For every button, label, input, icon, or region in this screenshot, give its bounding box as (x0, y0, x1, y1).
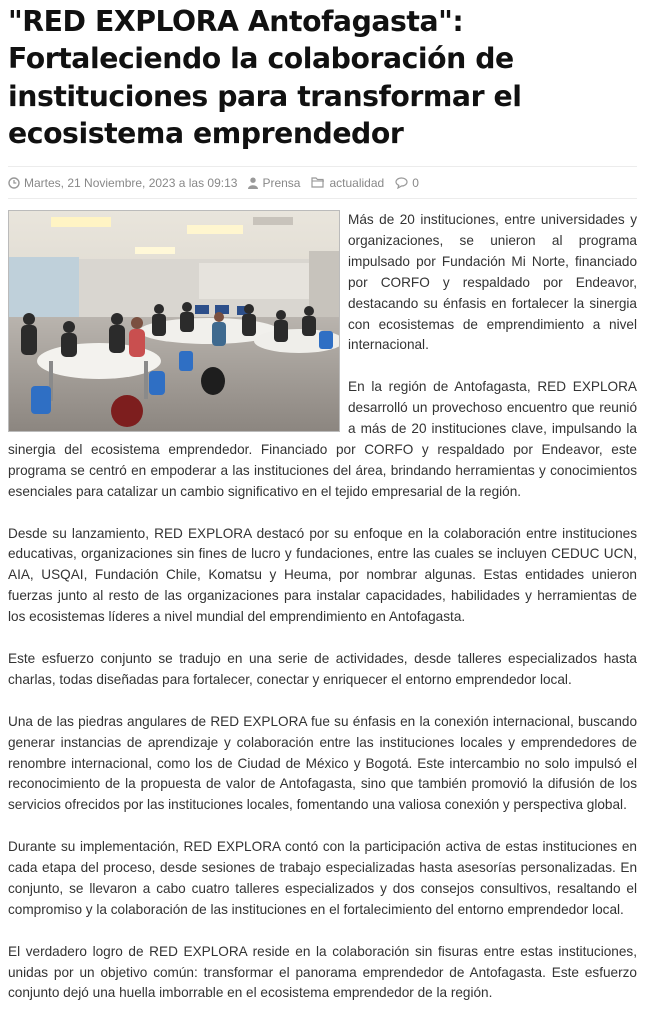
paragraph-5: Una de las piedras angulares de RED EXPLORA fue su énfasis en la conexión internacional, buscando generar instancias de aprendizaje y colaboración entre las instituciones locales y emprendedores de renombre internacional, como los de Ciudad de México y Bogotá. Este intercambio no solo impulsó el reconocimiento de la propuesta de valor de Antofagasta, sino que también promovió la difusión de los servicios ofrecidos por las instituciones locales, fomentando una valiosa conexión y perspectiva global. (8, 713, 637, 813)
article-image (8, 210, 340, 432)
clock-icon (8, 177, 20, 189)
post-author[interactable] (248, 176, 300, 190)
paragraph-1: Más de 20 instituciones, entre universidades y organizaciones, se unieron al programa impulsado por Fundación Mi Norte, financiado por CORFO y respaldado por Endeavor, destacando su énfasis en fortalecer la sinergia con ecosistemas de emprendimiento a nivel internacional. (348, 212, 637, 353)
post-category-link[interactable]: actualidad (329, 175, 385, 190)
article-header (8, 0, 637, 199)
comment-icon (395, 177, 408, 189)
paragraph-3: Desde su lanzamiento, RED EXPLORA destacó por su enfoque en la colaboración entre instituciones educativas, organizaciones sin fines de lucro y fundaciones, entre las cuales se incluyen CEDUC UCN, AIA, USQAI, Fundación Chile, Komatsu y Heuma, por nombrar algunas. Estas entidades unieron fuerzas junto al resto de las organizaciones para instalar capacidades, habilidades y herramientas de los ecosistemas líderes a nivel mundial del emprendimiento en Antofagasta. (8, 525, 637, 625)
post-date (8, 176, 237, 190)
post-category[interactable] (311, 176, 384, 190)
post-date-text: Martes, 21 Noviembre, 2023 a las 09:13 (24, 175, 238, 190)
paragraph-7: El verdadero logro de RED EXPLORA reside en la colaboración sin fisuras entre estas instituciones, unidas por un objetivo común: transformar el panorama emprendedor de Antofagasta. Este esfuerzo conjunto dejó una huella imborrable en el ecosistema emprendedor de la región. (8, 943, 637, 1001)
user-icon (248, 177, 258, 189)
paragraph-2: En la región de Antofagasta, RED EXPLORA desarrolló un provechoso encuentro que reunió a más de 20 instituciones clave, impulsando la sinergia del ecosistema emprendedor. Financiado por CORFO y respaldado por Endeavor, este programa se centró en empoderar a las instituciones del área, brindando herramientas y conocimientos esenciales para catalizar un cambio significativo en el tejido empresarial de la región. (8, 379, 637, 499)
paragraph-6: Durante su implementación, RED EXPLORA contó con la participación activa de estas instituciones en cada etapa del proceso, desde sesiones de trabajo especializadas hasta asesorías personalizadas. En conjunto, se llevaron a cabo cuatro talleres especializados y dos consejos consultivos, resaltando el compromiso y la colaboración de las instituciones en el fortalecimiento del entorno emprendedor local. (8, 839, 637, 917)
post-meta (8, 166, 637, 199)
photo-of-workshop-meeting (9, 211, 339, 431)
post-author-link[interactable]: Prensa (262, 175, 301, 190)
article-title: "RED EXPLORA Antofagasta": Fortaleciendo la colaboración de instituciones para transformar el ecosistema emprendedor (8, 5, 522, 150)
post-comments[interactable] (395, 176, 419, 190)
folder-icon (311, 177, 325, 188)
article-body (8, 210, 637, 1025)
paragraph-4: Este esfuerzo conjunto se tradujo en una serie de actividades, desde talleres especializados hasta charlas, todas diseñadas para fortalecer, conectar y enriquecer el entorno emprendedor local. (8, 650, 637, 687)
post-comments-count[interactable]: 0 (412, 175, 419, 190)
